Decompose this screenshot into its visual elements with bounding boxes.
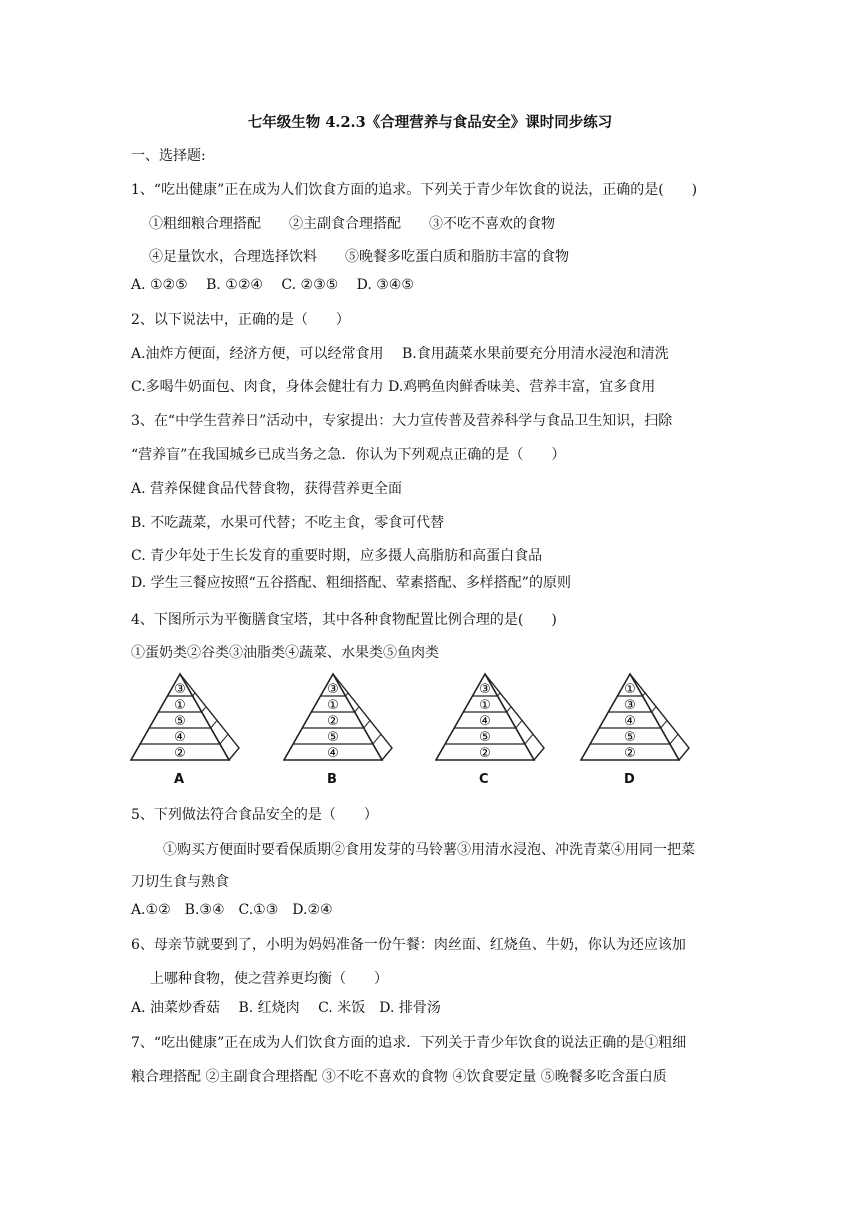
pyramid-layer-label: ②: [327, 714, 339, 729]
pyramid-layer-label: ①: [174, 698, 186, 713]
pyramid-a: [130, 672, 242, 764]
q3-option-a: A. 营养保健食品代替食物，获得营养更全面: [131, 481, 403, 497]
pyramid-layer-label: ③: [174, 682, 186, 697]
q1-answers: A. ①②⑤ B. ①②④ C. ②③⑤ D. ③④⑤: [131, 277, 414, 293]
pyramid-layer-label: ④: [624, 714, 636, 729]
q6-stem-line2: 上哪种食物，使之营养更均衡（ ）: [150, 971, 388, 987]
q6-stem-line1: 6、母亲节就要到了，小明为妈妈准备一份午餐：肉丝面、红烧鱼、牛奶，你认为还应该加: [131, 937, 686, 953]
pyramid-d: [580, 672, 692, 764]
q5-stem: 5、下列做法符合食品安全的是（ ）: [131, 807, 378, 823]
section-heading: 一、选择题:: [131, 148, 206, 164]
pyramid-label: D: [624, 772, 635, 787]
q5-answers: A.①② B.③④ C.①③ D.②④: [131, 902, 333, 918]
pyramid-label: C: [479, 772, 489, 787]
document-title: 七年级生物 4.2.3《合理营养与食品安全》课时同步练习: [247, 114, 613, 131]
q2-options-ab: A.油炸方便面，经济方便，可以经常食用 B.食用蔬菜水果前要充分用清水浸泡和清洗: [131, 346, 669, 362]
pyramid-layer-label: ⑤: [479, 730, 491, 745]
pyramid-layer-label: ③: [624, 698, 636, 713]
q7-line2: 粮合理搭配 ②主副食合理搭配 ③不吃不喜欢的食物 ④饮食要定量 ⑤晚餐多吃含蛋白质: [131, 1069, 667, 1085]
pyramid-layer-label: ⑤: [327, 730, 339, 745]
pyramid-layer-label: ①: [327, 698, 339, 713]
pyramid-layer-label: ①: [624, 682, 636, 697]
q7-line1: 7、“吃出健康”正在成为人们饮食方面的追求．下列关于青少年饮食的说法正确的是①粗细: [131, 1035, 687, 1051]
pyramid-layer-label: ③: [327, 682, 339, 697]
q3-option-c: C. 青少年处于生长发育的重要时期，应多摄人高脂肪和高蛋白食品: [131, 548, 543, 564]
pyramid-layer-label: ④: [479, 714, 491, 729]
q3-stem-line1: 3、在“中学生营养日”活动中，专家提出：大力宣传普及营养科学与食品卫生知识，扫除: [131, 413, 673, 429]
pyramid-c: [435, 672, 547, 764]
pyramid-layer-label: ④: [174, 730, 186, 745]
q4-stem: 4、下图所示为平衡膳食宝塔，其中各种食物配置比例合理的是( ): [131, 612, 557, 628]
q2-stem: 2、以下说法中，正确的是（ ）: [131, 312, 350, 328]
q1-options-line1: ①粗细粮合理搭配 ②主副食合理搭配 ③不吃不喜欢的食物: [149, 216, 555, 232]
pyramid-layer-label: ④: [327, 746, 339, 761]
q3-option-d: D. 学生三餐应按照“五谷搭配、粗细搭配、荤素搭配、多样搭配”的原则: [131, 575, 571, 591]
q2-options-cd: C.多喝牛奶面包、肉食，身体会健壮有力 D.鸡鸭鱼肉鲜香味美、营养丰富，宜多食用: [131, 379, 656, 395]
q6-answers: A. 油菜炒香菇 B. 红烧肉 C. 米饭 D. 排骨汤: [131, 1000, 441, 1016]
q5-line2: 刀切生食与熟食: [131, 874, 229, 890]
pyramid-layer-label: ②: [624, 746, 636, 761]
pyramid-label: B: [327, 772, 337, 787]
pyramid-layer-label: ②: [174, 746, 186, 761]
pyramid-b: [283, 672, 395, 764]
pyramid-layer-label: ③: [479, 682, 491, 697]
pyramid-layer-label: ⑤: [624, 730, 636, 745]
q5-line1: ①购买方便面时要看保质期②食用发芽的马铃薯③用清水浸泡、冲洗青菜④用同一把菜: [163, 842, 695, 858]
pyramid-label: A: [174, 772, 185, 787]
pyramid-layer-label: ①: [479, 698, 491, 713]
q1-options-line2: ④足量饮水，合理选择饮料 ⑤晚餐多吃蛋白质和脂肪丰富的食物: [149, 249, 569, 265]
q3-option-b: B. 不吃蔬菜，水果可代替；不吃主食，零食可代替: [131, 515, 445, 531]
q3-stem-line2: “营养盲”在我国城乡已成当务之急．你认为下列观点正确的是（ ）: [131, 447, 566, 463]
q4-legend: ①蛋奶类②谷类③油脂类④蔬菜、水果类⑤鱼肉类: [131, 645, 439, 661]
pyramid-layer-label: ⑤: [174, 714, 186, 729]
pyramid-layer-label: ②: [479, 746, 491, 761]
q1-stem: 1、“吃出健康”正在成为人们饮食方面的追求。下列关于青少年饮食的说法，正确的是( ): [131, 182, 698, 198]
